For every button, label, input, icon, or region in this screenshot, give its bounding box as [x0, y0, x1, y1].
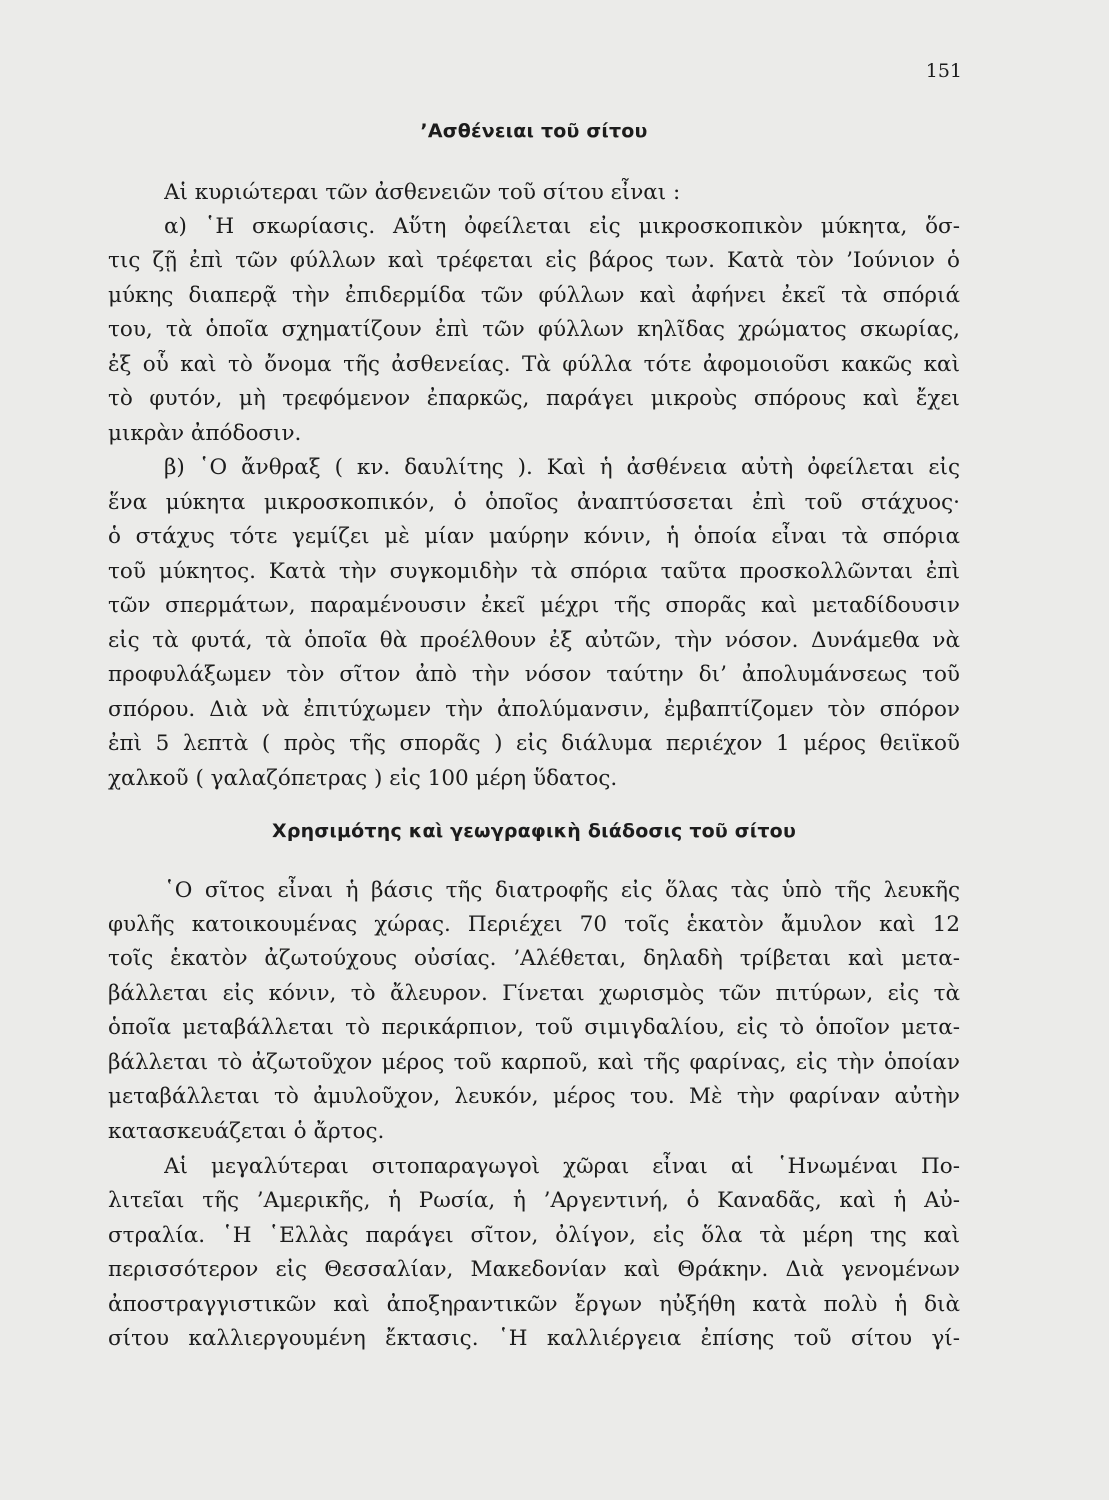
text-line: τοῦ μύκητος. Κατὰ τὴν συγκομιδὴν τὰ σπόρια ταῦτα προσκολλῶνται ἐπὶ: [108, 559, 960, 584]
text-line: ἐξ οὗ καὶ τὸ ὄνομα τῆς ἀσθενείας. Τὰ φύλλα τότε ἀφομοιοῦσι κακῶς καὶ: [108, 352, 960, 377]
text-line: μικρὰν ἀπόδοσιν.: [108, 421, 302, 446]
text-line: εἰς τὰ φυτά, τὰ ὁποῖα θὰ προέλθουν ἐξ αὐτῶν, τὴν νόσον. Δυνάμεθα νὰ: [108, 628, 960, 653]
text-line: β) ῾Ο ἄνθραξ ( κν. δαυλίτης ). Καὶ ἡ ἀσθένεια αὐτὴ ὀφείλεται εἰς: [164, 455, 960, 480]
text-line: κατασκευάζεται ὁ ἄρτος.: [108, 1119, 385, 1144]
text-line: σίτου καλλιεργουμένη ἔκτασις. ῾Η καλλιέργεια ἐπίσης τοῦ σίτου γί-: [108, 1326, 960, 1351]
text-line: τις ζῇ ἐπὶ τῶν φύλλων καὶ τρέφεται εἰς βάρος των. Κατὰ τὸν ’Ιούνιον ὁ: [108, 248, 960, 273]
text-line: τοῖς ἑκατὸν ἀζωτούχους οὐσίας. ’Αλέθεται, δηλαδὴ τρίβεται καὶ μετα-: [108, 946, 960, 971]
text-line: περισσότερον εἰς Θεσσαλίαν, Μακεδονίαν καὶ Θράκην. Διὰ γενομένων: [108, 1257, 960, 1282]
text-line: ἕνα μύκητα μικροσκοπικόν, ὁ ὁποῖος ἀναπτύσσεται ἐπὶ τοῦ στάχυος·: [108, 490, 960, 515]
text-line: λιτεῖαι τῆς ’Αμερικῆς, ἡ Ρωσία, ἡ ’Αργεντινή, ὁ Καναδᾶς, καὶ ἡ Αὐ-: [108, 1188, 960, 1213]
text-line: προφυλάξωμεν τὸν σῖτον ἀπὸ τὴν νόσον ταύτην δι’ ἀπολυμάνσεως τοῦ: [108, 662, 960, 687]
text-line: τὸ φυτόν, μὴ τρεφόμενον ἐπαρκῶς, παράγει μικροὺς σπόρους καὶ ἔχει: [108, 386, 960, 411]
section-heading-diseases: ’Ασθένειαι τοῦ σίτου: [420, 120, 648, 142]
text-line: χαλκοῦ ( γαλαζόπετρας ) εἰς 100 μέρη ὕδατος.: [108, 766, 618, 791]
text-line: μύκης διαπερᾷ τὴν ἐπιδερμίδα τῶν φύλλων καὶ ἀφήνει ἐκεῖ τὰ σπόριά: [108, 283, 960, 308]
text-line: βάλλεται εἰς κόνιν, τὸ ἄλευρον. Γίνεται χωρισμὸς τῶν πιτύρων, εἰς τὰ: [108, 981, 960, 1006]
text-line: μεταβάλλεται τὸ ἀμυλοῦχον, λευκόν, μέρος του. Μὲ τὴν φαρίναν αὐτὴν: [108, 1084, 960, 1109]
text-line: α) ῾Η σκωρίασις. Αὕτη ὀφείλεται εἰς μικροσκοπικὸν μύκητα, ὅσ-: [164, 214, 960, 239]
section-heading-usefulness: Χρησιμότης καὶ γεωγραφικὴ διάδοσις τοῦ σίτου: [272, 820, 796, 842]
text-line: τῶν σπερμάτων, παραμένουσιν ἐκεῖ μέχρι τῆς σπορᾶς καὶ μεταδίδουσιν: [108, 593, 960, 618]
text-line: ῾Ο σῖτος εἶναι ἡ βάσις τῆς διατροφῆς εἰς ὅλας τὰς ὑπὸ τῆς λευκῆς: [164, 878, 960, 903]
text-line: ὁ στάχυς τότε γεμίζει μὲ μίαν μαύρην κόνιν, ἡ ὁποία εἶναι τὰ σπόρια: [108, 524, 960, 549]
text-line: Αἱ μεγαλύτεραι σιτοπαραγωγοὶ χῶραι εἶναι αἱ ῾Ηνωμέναι Πο-: [164, 1154, 960, 1179]
text-line: ἐπὶ 5 λεπτὰ ( πρὸς τῆς σπορᾶς ) εἰς διάλυμα περιέχον 1 μέρος θειϊκοῦ: [108, 731, 960, 756]
text-line: ὁποῖα μεταβάλλεται τὸ περικάρπιον, τοῦ σιμιγδαλίου, εἰς τὸ ὁποῖον μετα-: [108, 1015, 960, 1040]
page-number: 151: [925, 60, 962, 82]
text-line: στραλία. ῾Η ῾Ελλὰς παράγει σῖτον, ὀλίγον, εἰς ὅλα τὰ μέρη της καὶ: [108, 1223, 960, 1248]
text-line: σπόρου. Διὰ νὰ ἐπιτύχωμεν τὴν ἀπολύμανσιν, ἐμβαπτίζομεν τὸν σπόρον: [108, 697, 960, 722]
text-line: βάλλεται τὸ ἀζωτοῦχον μέρος τοῦ καρποῦ, καὶ τῆς φαρίνας, εἰς τὴν ὁποίαν: [108, 1050, 960, 1075]
text-line: του, τὰ ὁποῖα σχηματίζουν ἐπὶ τῶν φύλλων κηλῖδας χρώματος σκωρίας,: [108, 317, 960, 342]
text-line: φυλῆς κατοικουμένας χώρας. Περιέχει 70 τοῖς ἑκατὸν ἄμυλον καὶ 12: [108, 912, 960, 937]
text-line: Αἱ κυριώτεραι τῶν ἀσθενειῶν τοῦ σίτου εἶναι :: [164, 180, 681, 205]
text-line: ἀποστραγγιστικῶν καὶ ἀποξηραντικῶν ἔργων ηὐξήθη κατὰ πολὺ ἡ διὰ: [108, 1292, 960, 1317]
